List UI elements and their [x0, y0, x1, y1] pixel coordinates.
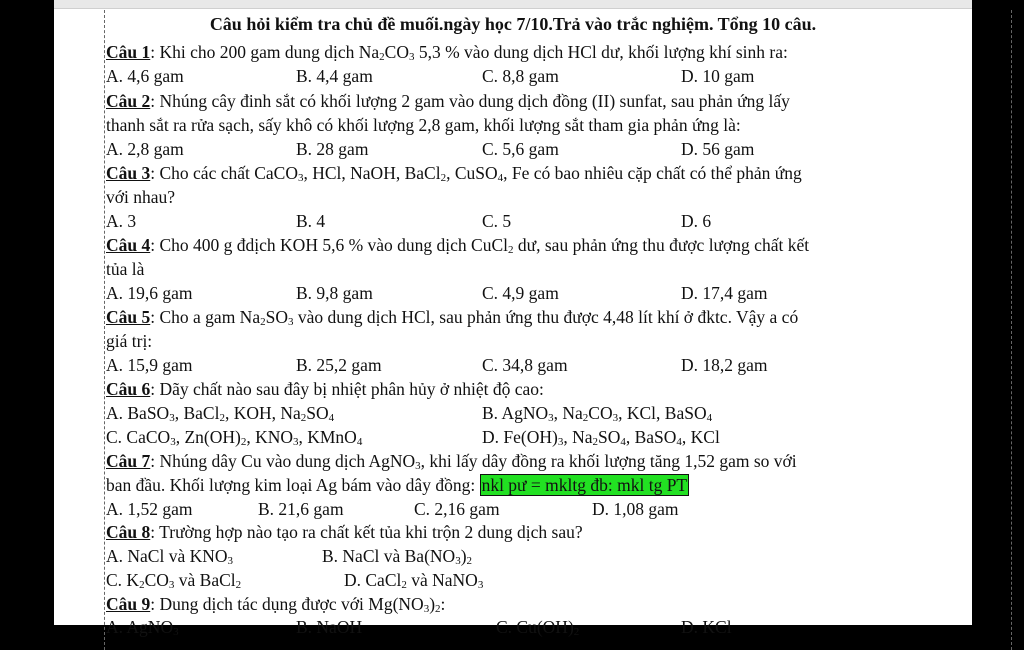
- option-b[interactable]: B. 4: [296, 211, 326, 231]
- question-4: Câu 4: Cho 400 g đdịch KOH 5,6 % vào dung dịch CuCl$_2$ dư, sau phản ứng thu được lượng chất kết: [106, 235, 810, 256]
- option-a[interactable]: A. AgNO$_3$: [106, 617, 179, 638]
- option-a[interactable]: A. 19,6 gam: [106, 283, 193, 303]
- question-6-options-ab: [106, 401, 1016, 425]
- option-b[interactable]: B. 21,6 gam: [258, 499, 344, 519]
- question-4-options: [106, 281, 1016, 305]
- option-b[interactable]: B. AgNO$_3$, $Na_2CO_3$, KCl, BaSO$_4$: [482, 403, 713, 424]
- option-b[interactable]: B. NaCl và $Ba(NO_3)_2$: [322, 546, 473, 567]
- option-d[interactable]: D. 17,4 gam: [681, 283, 768, 303]
- question-2: Câu 2: Nhúng cây đinh sắt có khối lượng 2 gam vào dung dịch đồng (II) sunfat, sau phản ứng lấy: [106, 91, 790, 111]
- question-2-options: [106, 137, 1016, 161]
- question-6-options-cd: [106, 425, 1016, 449]
- question-1-options: [106, 64, 1016, 88]
- option-c[interactable]: C. 4,9 gam: [482, 283, 559, 303]
- question-number: Câu 9: [106, 594, 151, 614]
- question-8-options-cd: [106, 568, 1016, 592]
- question-7: Câu 7: Nhúng dây Cu vào dung dịch AgNO$_3$, khi lấy dây đồng ra khối lượng tăng 1,52 gam so với: [106, 451, 797, 472]
- option-a[interactable]: A. 4,6 gam: [106, 66, 184, 86]
- option-d[interactable]: D. 6: [681, 211, 712, 231]
- question-1: Câu 1: Khi cho 200 gam dung dịch $Na_2CO_3$ 5,3 % vào dung dịch HCl dư, khối lượng khí sinh ra:: [106, 42, 788, 63]
- question-number: Câu 3: [106, 163, 151, 183]
- question-3-cont: với nhau?: [106, 187, 176, 207]
- option-d[interactable]: D. KCl: [681, 617, 732, 637]
- option-d[interactable]: D. $Fe(OH)_3$, $Na_2SO_4$, BaSO$_4$, KCl: [482, 427, 720, 448]
- question-number: Câu 1: [106, 42, 151, 62]
- option-d[interactable]: D. 56 gam: [681, 139, 755, 159]
- option-c[interactable]: C. $Cu(OH)_2$: [496, 617, 580, 638]
- option-a[interactable]: A. 3: [106, 211, 137, 231]
- option-a[interactable]: A. NaCl và $KNO_3$: [106, 546, 234, 567]
- highlighted-note: nkl pư = mkltg đb: mkl tg PT: [481, 475, 688, 495]
- option-b[interactable]: B. 28 gam: [296, 139, 369, 159]
- option-c[interactable]: C. 34,8 gam: [482, 355, 568, 375]
- question-7-options: [106, 497, 1016, 521]
- question-5: Câu 5: Cho a gam $Na_2SO_3$ vào dung dịch HCl, sau phản ứng thu được 4,48 lít khí ở đktc. Vậy a có: [106, 307, 799, 328]
- option-d[interactable]: D. CaCl$_2$ và NaNO$_3$: [344, 570, 484, 591]
- question-number: Câu 6: [106, 379, 151, 399]
- option-d[interactable]: D. 1,08 gam: [592, 499, 679, 519]
- question-3: Câu 3: Cho các chất CaCO$_3$, HCl, NaOH, BaCl$_2$, CuSO$_4$, Fe có bao nhiêu cặp chất có thể phản ứng: [106, 163, 802, 184]
- option-c[interactable]: C. 2,16 gam: [414, 499, 500, 519]
- question-4-cont: tủa là: [106, 259, 145, 279]
- question-6: Câu 6: Dãy chất nào sau đây bị nhiệt phân hủy ở nhiệt độ cao:: [106, 379, 544, 399]
- option-d[interactable]: D. 18,2 gam: [681, 355, 768, 375]
- question-5-options: [106, 353, 1016, 377]
- option-b[interactable]: B. 9,8 gam: [296, 283, 373, 303]
- question-number: Câu 2: [106, 91, 151, 111]
- question-7-cont: ban đầu. Khối lượng kim loại Ag bám vào dây đồng: nkl pư = mkltg đb: mkl tg PT: [106, 475, 688, 495]
- question-3-options: [106, 209, 1016, 233]
- option-c[interactable]: C. CaCO$_3$, $Zn(OH)_2$, $KNO_3$, KMnO$_4$: [106, 427, 363, 448]
- option-b[interactable]: B. 25,2 gam: [296, 355, 382, 375]
- option-c[interactable]: C. 5,6 gam: [482, 139, 559, 159]
- question-8-options-ab: [106, 544, 1016, 568]
- option-c[interactable]: C. $K_2CO_3$ và BaCl$_2$: [106, 570, 242, 591]
- question-number: Câu 8: [106, 522, 151, 542]
- question-5-cont: giá trị:: [106, 331, 153, 351]
- option-b[interactable]: B. 4,4 gam: [296, 66, 373, 86]
- question-9: Câu 9: Dung dịch tác dụng được với $Mg(NO_3)_2$:: [106, 594, 446, 615]
- option-a[interactable]: A. 1,52 gam: [106, 499, 193, 519]
- ruler-bar: [54, 0, 972, 9]
- question-number: Câu 7: [106, 451, 151, 471]
- question-8: Câu 8: Trường hợp nào tạo ra chất kết tủa khi trộn 2 dung dịch sau?: [106, 522, 583, 542]
- question-9-options: [106, 615, 1016, 639]
- option-c[interactable]: C. 8,8 gam: [482, 66, 559, 86]
- option-b[interactable]: B. NaOH: [296, 617, 363, 637]
- question-2-cont: thanh sắt ra rửa sạch, sấy khô có khối lượng 2,8 gam, khối lượng sắt tham gia phản ứng là:: [106, 115, 741, 135]
- document-page: [54, 0, 972, 638]
- option-d[interactable]: D. 10 gam: [681, 66, 755, 86]
- option-c[interactable]: C. 5: [482, 211, 512, 231]
- option-a[interactable]: A. 2,8 gam: [106, 139, 184, 159]
- question-number: Câu 5: [106, 307, 151, 327]
- option-a[interactable]: A. 15,9 gam: [106, 355, 193, 375]
- page-title: Câu hỏi kiểm tra chủ đề muối.ngày học 7/10.Trả vào trắc nghiệm. Tổng 10 câu.: [209, 14, 817, 34]
- option-a[interactable]: A. BaSO$_3$, BaCl$_2$, KOH, $Na_2SO_4$: [106, 403, 335, 424]
- question-number: Câu 4: [106, 235, 151, 255]
